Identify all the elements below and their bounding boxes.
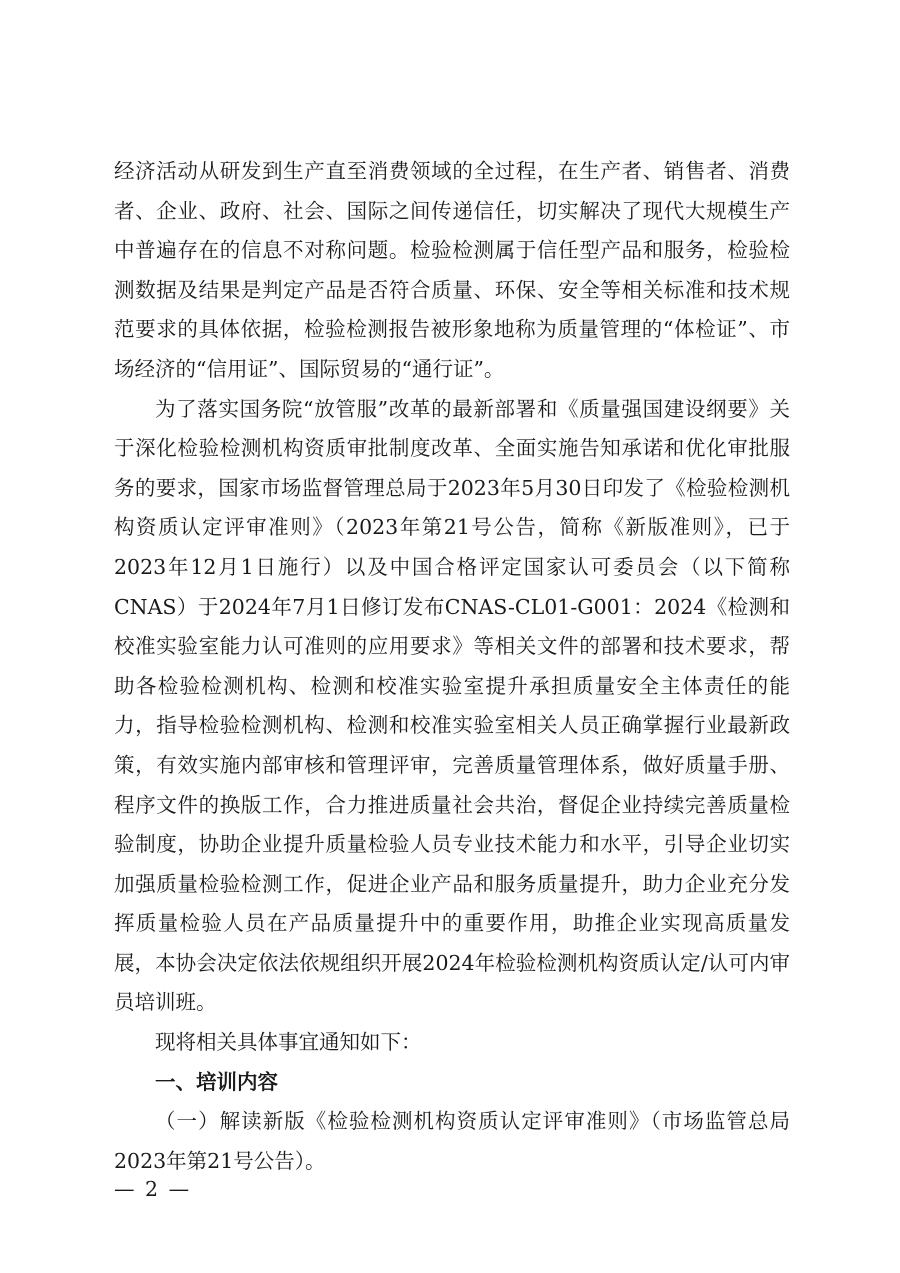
paragraph-notice-intro: 现将相关具体事宜通知如下： (155, 1030, 422, 1055)
section-item-1: （一）解读新版《检验检测机构资质认定评审准则》（市场监管总局2023年第21号公告）。 (114, 1109, 790, 1173)
paragraph-continuation: 经济活动从研发到生产直至消费领域的全过程，在生产者、销售者、消费者、企业、政府、社会、国际之间传递信任，切实解决了现代大规模生产中普遍存在的信息不对称问题。检验检测属于信任型产品和服务，检验检测数据及结果是判定产品是否符合质量、环保、安全等相关标准和技术规范要求的具体依据，检验检测报告被形象地称为质量管理的“体检证”、市场经济的“信用证”、国际贸易的“通行证”。 (114, 159, 790, 381)
document-body (114, 152, 790, 1181)
paragraph-purpose: 为了落实国务院“放管服”改革的最新部署和《质量强国建设纲要》关于深化检验检测机构资质审批制度改革、全面实施告知承诺和优化审批服务的要求，国家市场监督管理总局于2023年5月30日印发了《检验检测机构资质认定评审准则》（2023年第21号公告，简称《新版准则》，已于2023年12月1日施行）以及中国合格评定国家认可委员会（以下简称CNAS）于2024年7月1日修订发布CNAS-CL01-G001：2024《检测和校准实验室能力认可准则的应用要求》等相关文件的部署和技术要求，帮助各检验检测机构、检测和校准实验室提升承担质量安全主体责任的能力，指导检验检测机构、检测和校准实验室相关人员正确掌握行业最新政策，有效实施内部审核和管理评审，完善质量管理体系，做好质量手册、程序文件的换版工作，合力推进质量社会共治，督促企业持续完善质量检验制度，协助企业提升质量检验人员专业技术能力和水平，引导企业切实加强质量检验检测工作，促进企业产品和服务质量提升，助力企业充分发挥质量检验人员在产品质量提升中的重要作用，助推企业实现高质量发展，本协会决定依法依规组织开展2024年检验检测机构资质认定/认可内审员培训班。 (114, 396, 790, 1015)
page-number: — 2 — (114, 1177, 192, 1201)
section-heading-training-content: 一、培训内容 (155, 1069, 278, 1094)
